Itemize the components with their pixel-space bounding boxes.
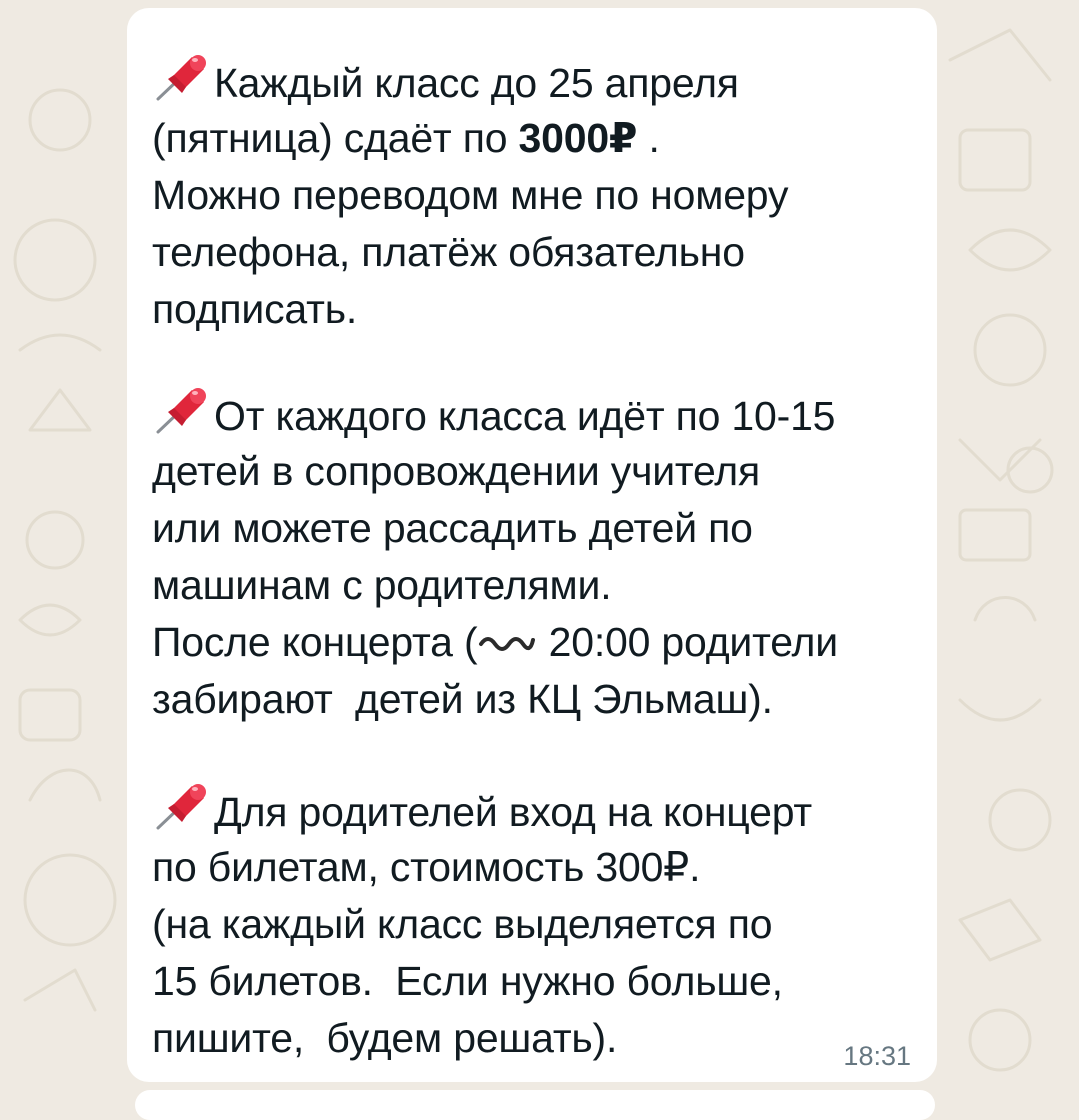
message-bubble[interactable] — [127, 8, 937, 1082]
message-line: по билетам, стоимость 300₽. — [152, 844, 701, 890]
paragraph-gap — [152, 338, 922, 386]
message-line-text: Каждый класс до 25 апреля — [214, 60, 739, 106]
pushpin-icon — [152, 386, 210, 436]
message-line-text: . — [637, 115, 660, 161]
message-line: 15 билетов. Если нужно больше, — [152, 958, 783, 1004]
message-line: или можете рассадить детей по — [152, 505, 753, 551]
message-text — [152, 53, 922, 1067]
message-line — [152, 53, 922, 110]
message-line — [152, 386, 922, 443]
message-line: телефона, платёж обязательно — [152, 229, 745, 275]
next-message-bubble[interactable] — [135, 1090, 935, 1120]
message-line — [152, 782, 922, 839]
message-line-text: От каждого класса идёт по 10-15 — [214, 393, 836, 439]
message-line-text: После концерта ( — [152, 619, 478, 665]
paragraph-gap — [152, 728, 922, 782]
message-line: забирают детей из КЦ Эльмаш). — [152, 676, 773, 722]
message-line: пишите, будем решать). — [152, 1015, 618, 1061]
message-line: машинам с родителями. — [152, 562, 612, 608]
message-line: (на каждый класс выделяется по — [152, 901, 773, 947]
message-line — [152, 110, 922, 167]
wavy-dash-icon — [477, 630, 537, 654]
message-line: подписать. — [152, 286, 358, 332]
message-line-text: (пятница) сдаёт по — [152, 115, 519, 161]
message-line: Можно переводом мне по номеру — [152, 172, 789, 218]
message-line — [152, 614, 922, 671]
pushpin-icon — [152, 53, 210, 103]
amount-bold: 3000₽ — [518, 115, 638, 161]
pushpin-icon — [152, 782, 210, 832]
message-line-text: 20:00 родители — [537, 619, 838, 665]
message-line: детей в сопровождении учителя — [152, 448, 761, 494]
message-line-text: Для родителей вход на концерт — [214, 789, 813, 835]
message-timestamp: 18:31 — [843, 1041, 911, 1071]
